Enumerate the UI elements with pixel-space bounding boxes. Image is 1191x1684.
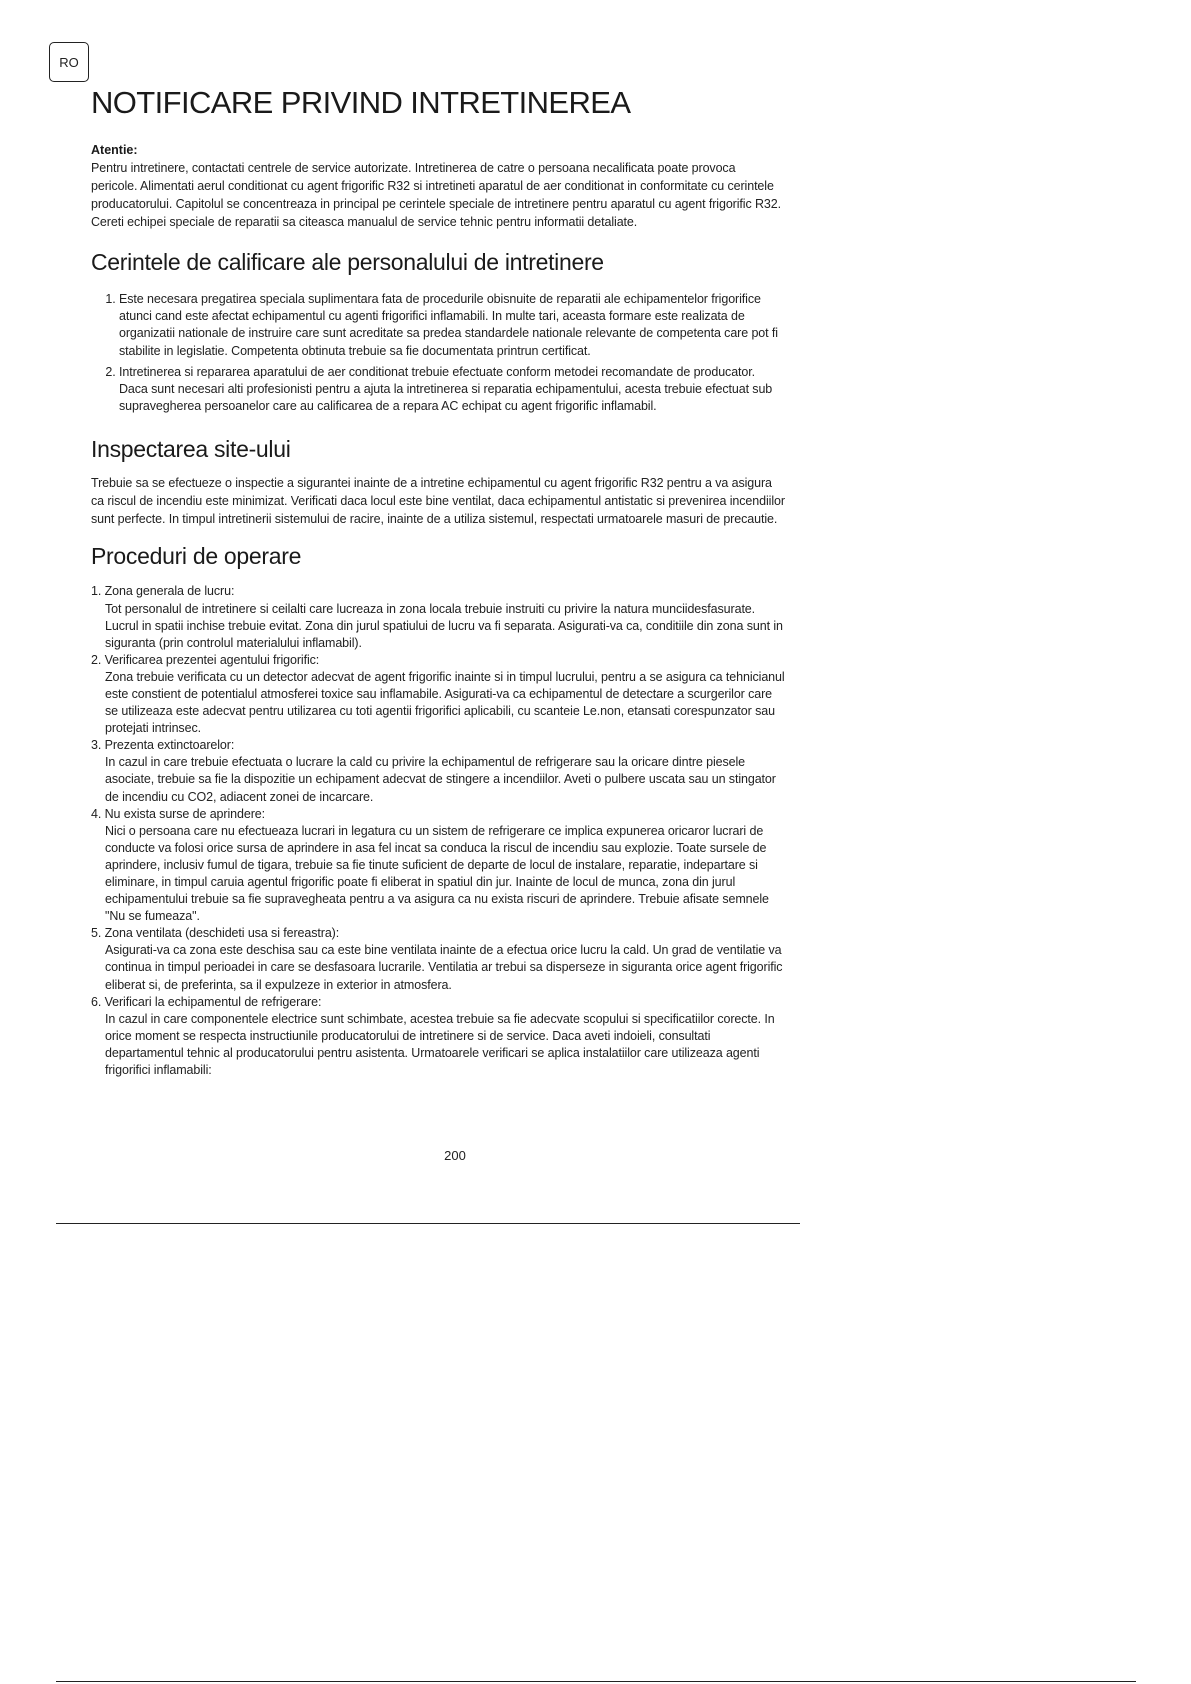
procedure-item (91, 994, 785, 1079)
page-number: 200 (444, 1148, 466, 1163)
site-inspection-text: Trebuie sa se efectueze o inspectie a sigurantei inainte de a intretine echipamentul cu agent frigorific R32 pentru a va asigura ca riscul de incendiu este minimizat. Verificati daca locul este bine ventilat, daca echipamentul antistatic si prevenirea incendiilor sunt perfecte. In timpul intretinerii sistemului de racire, inainte de a utiliza sistemul, respectati urmatoarele masuri de precautie. (91, 476, 785, 527)
attention-text: Pentru intretinere, contactati centrele de service autorizate. Intretinerea de catre o persoana necalificata poate provoca pericole. Alimentati aerul conditionat cu agent frigorific R32 si intretineti aparatul de aer conditionat in conformitate cu cerintele producatorului. Capitolul se concentreaza in principal pe cerintele speciale de intretinere pentru aparatul cu agent frigorific R32. Cereti echipei speciale de reparatii sa citeasca manualul de service tehnic pentru informatii detaliate. (91, 161, 781, 229)
procedure-title: 4. Nu exista surse de aprindere: (91, 806, 265, 821)
qualification-item: 2. Intretinerea si repararea aparatului de aer conditionat trebuie efectuate conform metodei recomandate de producator. Daca sunt necesari alti profesionisti pentru a ajuta la intretinerea si reparatia echipamentului, acesta trebuie efectuat sub supravegherea persoanelor care au calificarea de a repara AC echipat cu agent frigorific inflamabil. (119, 364, 785, 416)
page-content (91, 82, 785, 1079)
page-title: NOTIFICARE PRIVIND INTRETINEREA (91, 85, 631, 120)
procedure-item (91, 806, 785, 926)
procedure-body: Zona trebuie verificata cu un detector adecvat de agent frigorific inainte si in timpul lucrului, pentru a se asigura ca tehnicianul este constient de potentialul atmosferei toxice sau inflamabile. Asigurati-va ca echipamentul de detectare a scurgerilor care se utilizeaza este adecvat pentru utilizarea cu toti agentii frigorifici aplicabili, cu scanteie Le.non, etansati corespunzator sau protejati intrinsec. (105, 669, 785, 736)
qualification-item: 1. Este necesara pregatirea speciala suplimentara fata de procedurile obisnuite de reparatii ale echipamentelor frigorifice atunci cand este afectat echipamentul cu agenti frigorifici inflamabili. In multe tari, aceasta formare este realizata de organizatii nationale de instruire care sunt acreditate sa predea standardele nationale relevante de competenta care pot fi stabilite in legislatie. Competenta obtinuta trebuie sa fie documentata printrun certificat. (119, 291, 785, 360)
language-badge: RO (49, 42, 89, 82)
procedure-item (91, 925, 785, 993)
procedure-title: 6. Verificari la echipamentul de refrigerare: (91, 994, 322, 1009)
procedure-body: Tot personalul de intretinere si ceilalti care lucreaza in zona locala trebuie instruiti cu privire la natura munciidesfasurate. Lucrul in spatii inchise trebuie evitat. Zona din jurul spatiului de lucru va fi separata. Asigurati-va ca, conditiile din zona sunt in siguranta (prin controlul materialului inflamabil). (105, 601, 783, 650)
page-divider (56, 1223, 800, 1224)
site-inspection-heading: Inspectarea site-ului (91, 436, 291, 463)
bottom-divider (56, 1681, 1136, 1682)
qualification-heading: Cerintele de calificare ale personalului de intretinere (91, 249, 604, 275)
procedure-item (91, 583, 785, 651)
procedure-body: In cazul in care componentele electrice sunt schimbate, acestea trebuie sa fie adecvate scopului si specificatiilor corecte. In orice moment se respecta instructiunile producatorului de intretinere si de service. Daca aveti indoieli, consultati departamentul tehnic al producatorului pentru asistenta. Urmatoarele verificari se aplica instalatiilor care utilizeaza agenti frigorifici inflamabili: (105, 1011, 775, 1078)
procedure-title: 3. Prezenta extinctoarelor: (91, 738, 235, 753)
procedure-body: In cazul in care trebuie efectuata o lucrare la cald cu privire la echipamentul de refrigerare sau la oricare dintre piesele asociate, trebuie sa fie la dispozitie un echipament adecvat de stingere a incendiilor. Aveti o pulbere uscata sau un stingator de incendiu cu CO2, adiacent zonei de incarcare. (105, 755, 776, 804)
procedure-title: 5. Zona ventilata (deschideti usa si fereastra): (91, 926, 340, 941)
procedures-heading: Proceduri de operare (91, 543, 302, 570)
procedure-item (91, 652, 785, 737)
procedure-body: Asigurati-va ca zona este deschisa sau ca este bine ventilata inainte de a efectua orice lucru la cald. Un grad de ventilatie va continua in timpul perioadei in care se desfasoara lucrarile. Ventilatia ar trebui sa disperseze in siguranta orice agent frigorific eliberat si, de preferinta, sa il expulzeze in exterior in atmosfera. (105, 943, 783, 992)
qualification-list (91, 291, 785, 415)
attention-label: Atentie: (91, 143, 138, 157)
procedures-list (91, 583, 785, 1079)
procedure-item (91, 737, 785, 805)
procedure-title: 1. Zona generala de lucru: (91, 584, 235, 599)
procedure-title: 2. Verificarea prezentei agentului frigorific: (91, 652, 320, 667)
procedure-body: Nici o persoana care nu efectueaza lucrari in legatura cu un sistem de refrigerare ce implica expunerea oricaror lucrari de conducte va folosi orice sursa de aprindere in asa fel incat sa conduca la riscul de incendiu sau explozie. Toate sursele de aprindere, inclusiv fumul de tigara, trebuie sa fie tinute suficient de departe de locul de instalare, reparatie, indepartare si eliminare, in timpul caruia agentul frigorific poate fi eliberat in spatiul din jur. Inainte de locul de munca, zona din jurul echipamentului trebuie sa fie supravegheata pentru a va asigura ca nu exista riscuri de aprindere. Trebuie afisate semnele "Nu se fumeaza". (105, 823, 769, 924)
